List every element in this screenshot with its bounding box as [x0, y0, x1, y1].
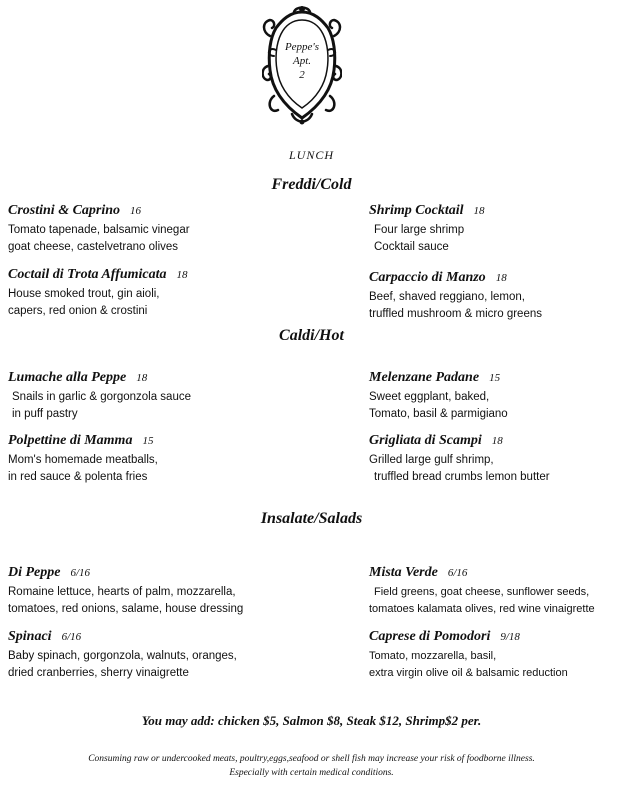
item-desc-line: Snails in garlic & gorgonzola sauce — [12, 391, 191, 403]
menu-item — [8, 368, 191, 423]
item-name: Mista Verde — [369, 565, 438, 580]
item-desc-line: Romaine lettuce, hearts of palm, mozzarella, — [8, 586, 236, 598]
section-title-hot: Caldi/Hot — [279, 327, 344, 344]
logo-line-1: Peppe's — [284, 41, 320, 53]
menu-item — [369, 368, 508, 423]
item-price: 18 — [176, 269, 188, 281]
item-name: Melenzane Padane — [369, 370, 480, 385]
item-desc-line: in puff pastry — [12, 408, 78, 420]
restaurant-logo — [262, 6, 342, 126]
item-desc-line: truffled mushroom & micro greens — [369, 308, 542, 320]
item-price: 6/16 — [70, 567, 91, 579]
menu-item — [8, 265, 188, 320]
item-desc-line: Baby spinach, gorgonzola, walnuts, oranges, — [8, 650, 237, 662]
menu-item — [369, 563, 595, 618]
item-desc-line: Tomato tapenade, balsamic vinegar — [8, 224, 190, 236]
item-desc-line: truffled bread crumbs lemon butter — [374, 471, 550, 483]
menu-type-label: LUNCH — [288, 148, 334, 162]
menu-item — [369, 268, 542, 323]
item-desc-line: Field greens, goat cheese, sunflower seeds, — [374, 586, 590, 598]
item-desc-line: Four large shrimp — [374, 224, 465, 236]
disclaimer-line: Especially with certain medical conditions. — [229, 768, 394, 778]
item-desc-line: Cocktail sauce — [374, 241, 449, 253]
item-desc-line: in red sauce & polenta fries — [8, 471, 148, 483]
item-name: Polpettine di Mamma — [8, 433, 133, 448]
health-disclaimer — [0, 752, 623, 780]
item-desc-line: goat cheese, castelvetrano olives — [8, 241, 179, 253]
menu-item — [8, 627, 237, 682]
item-desc-line: Sweet eggplant, baked, — [369, 391, 490, 403]
menu-item — [369, 431, 550, 486]
item-price: 18 — [136, 372, 148, 384]
menu-item — [369, 201, 485, 256]
item-name: Coctail di Trota Affumicata — [8, 267, 167, 282]
menu-item — [8, 563, 243, 618]
item-price: 15 — [489, 372, 501, 384]
item-desc-line: Grilled large gulf shrimp, — [369, 454, 494, 466]
item-desc-line: Beef, shaved reggiano, lemon, — [369, 291, 525, 303]
menu-item — [369, 627, 568, 682]
item-desc-line: extra virgin olive oil & balsamic reduction — [369, 667, 568, 679]
logo-line-2: Apt. — [292, 55, 312, 67]
item-price: 16 — [130, 205, 142, 217]
section-title-salads: Insalate/Salads — [260, 510, 363, 527]
item-desc-line: tomatoes kalamata olives, red wine vinaigrette — [369, 603, 595, 615]
item-name: Crostini & Caprino — [8, 203, 121, 218]
item-name: Shrimp Cocktail — [369, 203, 464, 218]
item-price: 18 — [495, 272, 507, 284]
item-price: 6/16 — [447, 567, 468, 579]
item-name: Carpaccio di Manzo — [369, 270, 486, 285]
item-desc-line: Tomato, mozzarella, basil, — [369, 650, 497, 662]
item-name: Spinaci — [8, 629, 52, 644]
logo-line-3: 2 — [299, 69, 305, 81]
item-name: Caprese di Pomodori — [369, 629, 491, 644]
item-price: 6/16 — [61, 631, 82, 643]
item-desc-line: tomatoes, red onions, salame, house dressing — [8, 603, 244, 615]
item-name: Grigliata di Scampi — [369, 433, 482, 448]
item-price: 18 — [473, 205, 485, 217]
item-name: Di Peppe — [8, 565, 61, 580]
item-price: 18 — [491, 435, 503, 447]
item-desc-line: House smoked trout, gin aioli, — [8, 288, 160, 300]
item-desc-line: capers, red onion & crostini — [8, 305, 148, 317]
disclaimer-line: Consuming raw or undercooked meats, poultry,eggs,seafood or shell fish may increase your risk of foodborne illness. — [88, 754, 535, 764]
item-desc-line: dried cranberries, sherry vinaigrette — [8, 667, 189, 679]
add-ons-note: You may add: chicken $5, Salmon $8, Steak $12, Shrimp$2 per. — [141, 713, 482, 728]
section-title-cold: Freddi/Cold — [271, 176, 352, 193]
menu-item — [8, 201, 190, 256]
item-name: Lumache alla Peppe — [8, 370, 127, 385]
menu-item — [8, 431, 158, 486]
item-price: 15 — [142, 435, 154, 447]
item-desc-line: Mom's homemade meatballs, — [8, 454, 158, 466]
item-price: 9/18 — [500, 631, 520, 643]
item-desc-line: Tomato, basil & parmigiano — [369, 408, 508, 420]
